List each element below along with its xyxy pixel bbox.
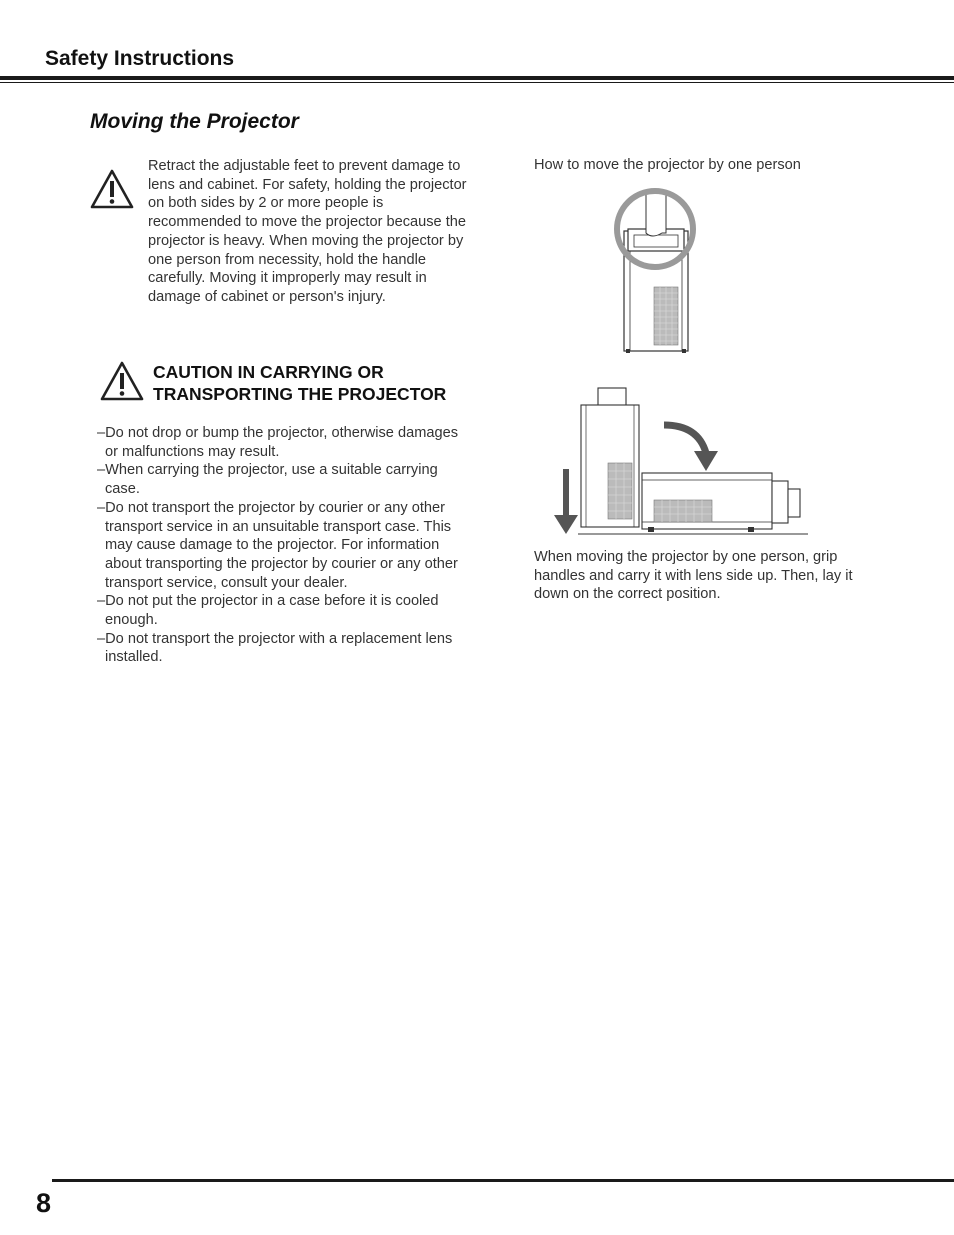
list-item: –Do not put the projector in a case before it is cooled enough. [97,593,439,629]
footer-rule [52,1179,954,1182]
page-header-title: Safety Instructions [45,47,235,70]
projector-laydown-illustration [548,385,813,540]
header-rule [0,76,954,80]
warning-triangle-icon [99,360,145,402]
list-item: –Do not transport the projector with a replacement lens installed. [97,630,453,666]
warning-triangle-icon [89,168,135,210]
projector-upright-illustration [610,183,705,358]
caution-list [97,424,472,667]
caution-title-line-2: TRANSPORTING THE PROJECTOR [153,384,447,404]
figure-caption-top: How to move the projector by one person [534,157,801,173]
intro-text: Retract the adjustable feet to prevent damage to lens and cabinet. For safety, holding the projector on both sides by 2 or more people is recommended to move the projector because the projector is heavy. When moving the projector by one person from necessity, hold the handle carefully. Moving it improperly may result in damage of cabinet or person's injury. [148,158,467,305]
header-rule-thin [0,82,954,83]
caution-title-line-1: CAUTION IN CARRYING OR [153,362,384,382]
section-title: Moving the Projector [90,110,299,133]
figure-caption-bottom: When moving the projector by one person, grip handles and carry it with lens side up. Then, lay it down on the correct position. [534,549,853,603]
list-item: –When carrying the projector, use a suitable carrying case. [97,462,438,498]
list-item: –Do not transport the projector by courier or any other transport service in an unsuitable transport case. This may cause damage to the projector. For information about transporting the projector by courier or any other transport service, consult your dealer. [97,499,458,591]
caution-title [153,361,473,405]
list-item: –Do not drop or bump the projector, otherwise damages or malfunctions may result. [97,425,458,460]
page-number: 8 [36,1188,52,1218]
